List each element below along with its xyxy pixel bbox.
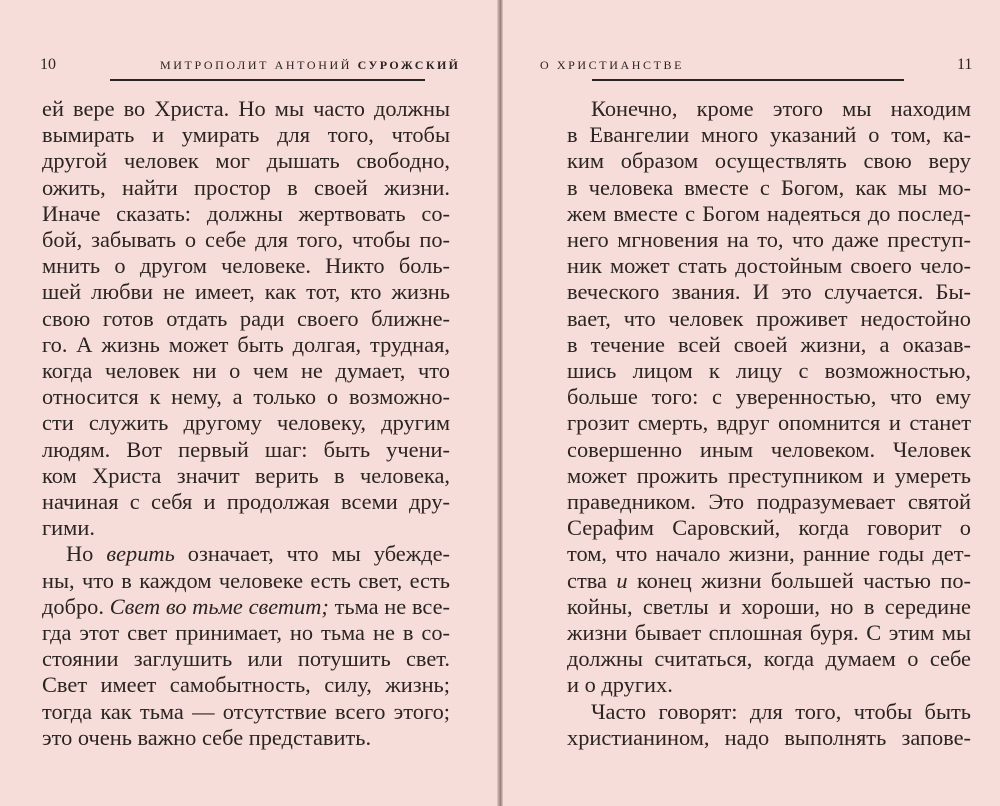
- text-line: людям. Вот первый шаг: быть учени-: [42, 436, 450, 462]
- text-line: тогда как тьма — отсутствие всего этого;: [42, 698, 450, 724]
- emphasis: верить: [106, 541, 175, 567]
- text-line: Часто говорят: для того, чтобы быть: [591, 698, 971, 724]
- text-line: в Евангелии много указаний о том, ка-: [567, 122, 971, 148]
- text-line: шись лицом к лицу с возможностью,: [567, 358, 971, 384]
- text-line: Серафим Саровский, когда говорит о: [567, 515, 971, 541]
- text-line: ны, что в каждом человеке есть свет, есть: [42, 567, 450, 593]
- text-line: гими.: [42, 515, 95, 541]
- text-line: другой человек мог дышать свободно,: [42, 148, 450, 174]
- text-line: вает, что человек проживет недостойно: [567, 305, 971, 331]
- text-line: Свет имеет самобытность, силу, жизнь;: [42, 672, 450, 698]
- text-line: Но верить означает, что мы убежде-: [66, 541, 450, 567]
- running-head: О ХРИСТИАНСТВЕ: [540, 58, 685, 72]
- text-line: Конечно, кроме этого мы находим: [591, 96, 971, 121]
- text-line: в течение всей своей жизни, а оказав-: [567, 331, 971, 357]
- text-line: должны считаться, когда думаем о себе: [567, 646, 971, 672]
- text-line: ожить, найти простор в своей жизни.: [42, 174, 450, 200]
- text-line: относится к нему, а только о возможно-: [42, 384, 450, 410]
- text-line: шей любви не имеет, как тот, кто жизнь: [42, 279, 450, 305]
- page-number: 11: [957, 56, 973, 73]
- text-line: ким образом осуществлять свою веру: [567, 148, 971, 174]
- text-line: это очень важно себе представить.: [42, 724, 372, 750]
- text-line: добро. Свет во тьме светит; тьма не все-: [42, 593, 450, 619]
- text-line: гда этот свет принимает, но тьма не в со-: [42, 620, 450, 646]
- body-text: [42, 96, 450, 751]
- text-line: ник может стать достойным своего чело-: [567, 253, 971, 279]
- text-line: бой, забывать о себе для того, чтобы по-: [42, 227, 450, 253]
- text-line: койны, светлы и хороши, но в середине: [567, 593, 971, 619]
- text-line: го. А жизнь может быть долгая, трудная,: [42, 331, 450, 357]
- text-line: ком Христа значит верить в человека,: [42, 462, 450, 488]
- text-line: стоянии заглушить или потушить свет.: [42, 646, 450, 672]
- text-line: ей вере во Христа. Но мы часто должны: [42, 96, 450, 121]
- text-line: праведником. Это подразумевает святой: [567, 489, 971, 515]
- text-line: начиная с себя и продолжая всеми дру-: [42, 489, 450, 515]
- text-line: свою готов отдать ради своего ближне-: [42, 305, 450, 331]
- text-line: жизни бывает сплошная буря. С этим мы: [567, 620, 971, 646]
- running-head-author: МИТРОПОЛИТ АНТОНИЙ: [160, 58, 352, 72]
- body-text: [567, 96, 971, 751]
- header-rule: [592, 79, 904, 81]
- running-head: [160, 58, 460, 73]
- text-line: грозит смерть, вдруг опомнится и станет: [567, 410, 971, 436]
- text-line: и о других.: [567, 672, 673, 698]
- text-line: может прожить преступником и умереть: [567, 462, 971, 488]
- text-line: христианином, надо выполнять запове-: [567, 724, 971, 750]
- text-line: ства и конец жизни большей частью по-: [567, 567, 971, 593]
- book-spine-gutter: [497, 0, 503, 806]
- text-line: веческого звания. И это случается. Бы-: [567, 279, 971, 305]
- emphasis: и: [616, 567, 628, 593]
- text-line: когда человек ни о чем не думает, что: [42, 358, 450, 384]
- text-line: том, что начало жизни, ранние годы дет-: [567, 541, 971, 567]
- text-line: совершенно иным человеком. Человек: [567, 436, 971, 462]
- text-line: в человека вместе с Богом, как мы мо-: [567, 174, 971, 200]
- text-line: больше того: с уверенностью, что ему: [567, 384, 971, 410]
- text-line: мнить о другом человеке. Никто боль-: [42, 253, 450, 279]
- text-line: сти служить другому человеку, другим: [42, 410, 450, 436]
- text-line: жем вместе с Богом надеяться до послед-: [567, 200, 971, 226]
- header-rule: [110, 79, 425, 81]
- page-number: 10: [40, 56, 56, 73]
- text-line: него мгновения на то, что даже преступ-: [567, 227, 971, 253]
- text-line: вымирать и умирать для того, чтобы: [42, 122, 450, 148]
- running-head-author-bold: СУРОЖСКИЙ: [357, 58, 461, 72]
- right-page: [500, 0, 1000, 806]
- text-line: Иначе сказать: должны жертвовать со-: [42, 200, 450, 226]
- emphasis-quote: Свет во тьме светит;: [109, 593, 329, 619]
